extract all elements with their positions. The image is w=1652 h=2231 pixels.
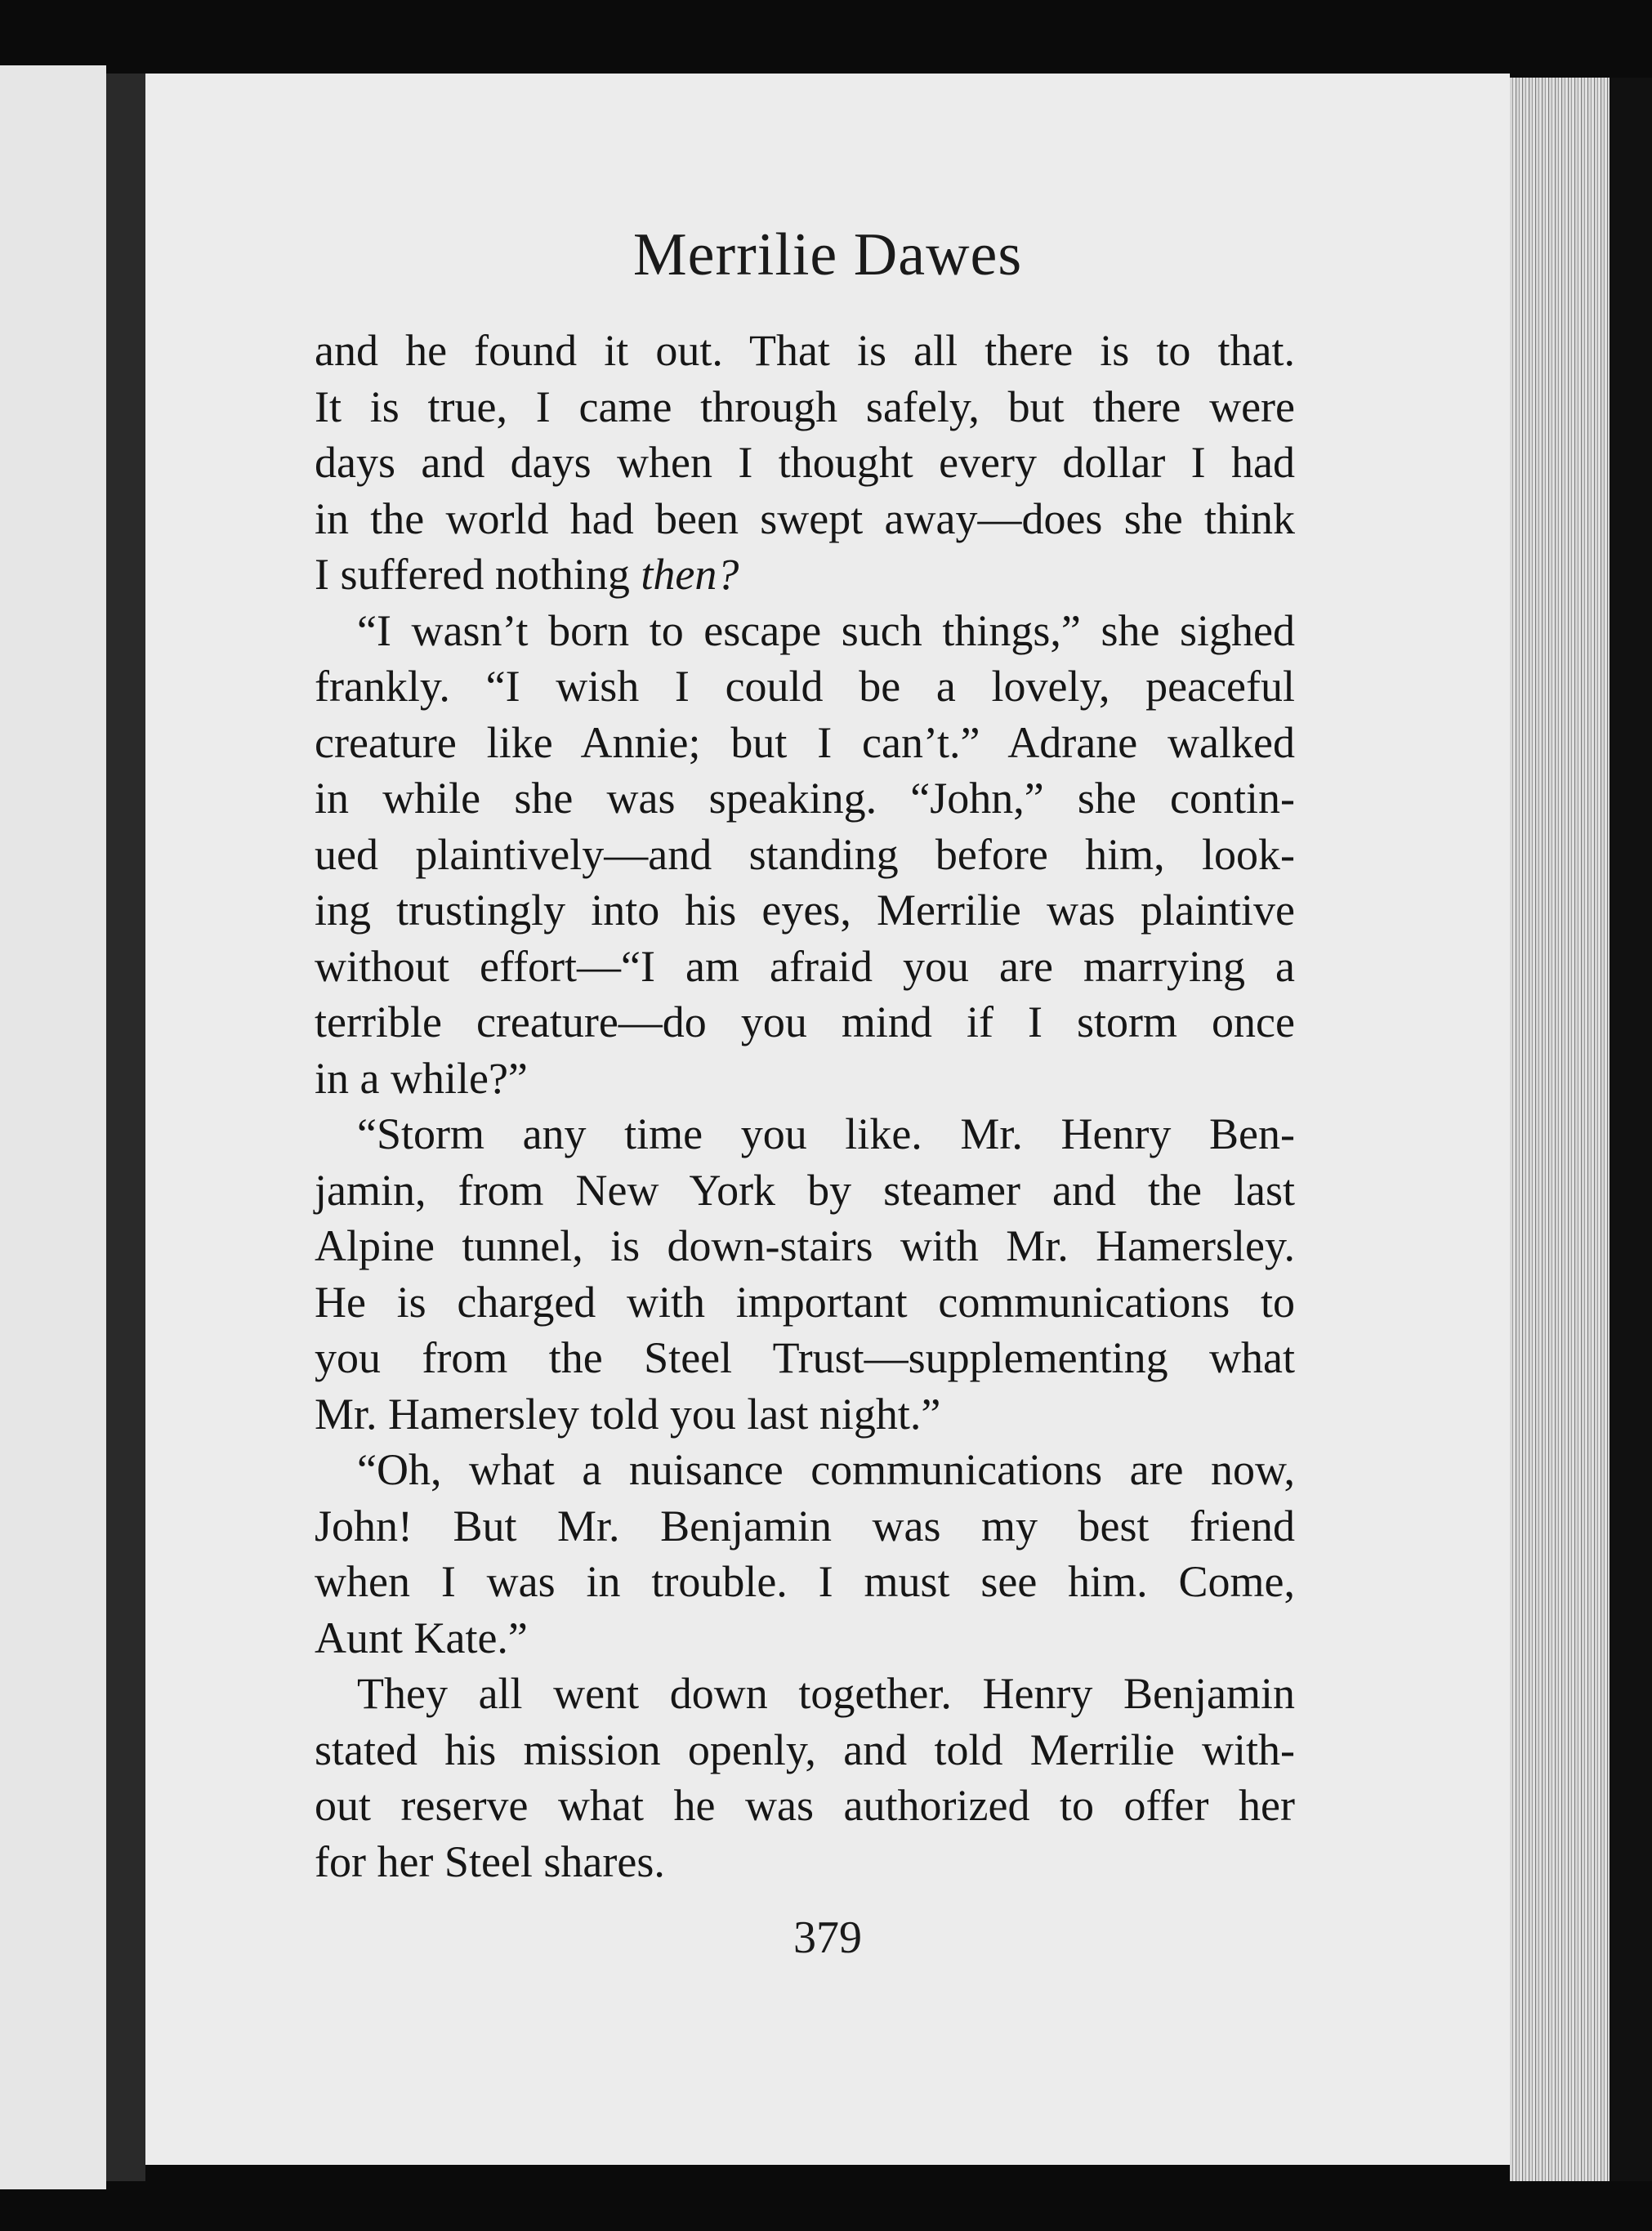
- text-line: John! But Mr. Benjamin was my best friend: [315, 1501, 1295, 1551]
- text-line: It is true, I came through safely, but there were: [315, 382, 1295, 431]
- text-line: Mr. Hamersley told you last night.”: [315, 1389, 941, 1439]
- page-number: 379: [793, 1912, 862, 1963]
- facing-page-edge: [0, 65, 106, 2189]
- text-line: creature like Annie; but I can’t.” Adrane walked: [315, 717, 1295, 767]
- text-line: ued plaintively—and standing before him, look-: [315, 829, 1295, 879]
- text-line: Alpine tunnel, is down-stairs with Mr. Hamersley.: [315, 1221, 1295, 1270]
- text-line: in the world had been swept away—does she think: [315, 493, 1295, 543]
- text-line: and he found it out. That is all there is to that.: [315, 326, 1295, 375]
- text-line: “I wasn’t born to escape such things,” she sighed: [357, 605, 1295, 655]
- text-line: He is charged with important communications to: [315, 1277, 1295, 1327]
- text-line: without effort—“I am afraid you are marrying a: [315, 941, 1295, 991]
- text-line: jamin, from New York by steamer and the last: [315, 1165, 1295, 1215]
- text-line: you from the Steel Trust—supplementing what: [315, 1333, 1295, 1382]
- text-line: ing trustingly into his eyes, Merrilie was plaintive: [315, 886, 1295, 935]
- page-edges-shadow: [1610, 78, 1652, 2181]
- text-line: “Storm any time you like. Mr. Henry Ben-: [357, 1109, 1295, 1158]
- text-line: out reserve what he was authorized to offer her: [315, 1781, 1295, 1830]
- book-binding: [106, 74, 145, 2181]
- text-line: Aunt Kate.”: [315, 1613, 528, 1662]
- running-head: Merrilie Dawes: [632, 221, 1023, 288]
- text-line: for her Steel shares.: [315, 1836, 665, 1886]
- body-text: [315, 323, 1295, 1890]
- text-line: I suffered nothing then?: [315, 550, 739, 599]
- text-line: days and days when I thought every dollar I had: [315, 438, 1295, 487]
- text-line: in while she was speaking. “John,” she contin-: [315, 774, 1295, 823]
- italic-emphasis: then?: [641, 550, 739, 599]
- text-line: They all went down together. Henry Benjamin: [357, 1669, 1295, 1718]
- text-line: when I was in trouble. I must see him. Come,: [315, 1557, 1295, 1606]
- page-edges: [1510, 78, 1610, 2181]
- text-line: “Oh, what a nuisance communications are now,: [357, 1445, 1295, 1494]
- text-line: frankly. “I wish I could be a lovely, peaceful: [315, 662, 1295, 711]
- text-line: in a while?”: [315, 1053, 528, 1103]
- text-line: stated his mission openly, and told Merrilie with-: [315, 1725, 1295, 1774]
- text-line: terrible creature—do you mind if I storm once: [315, 997, 1295, 1046]
